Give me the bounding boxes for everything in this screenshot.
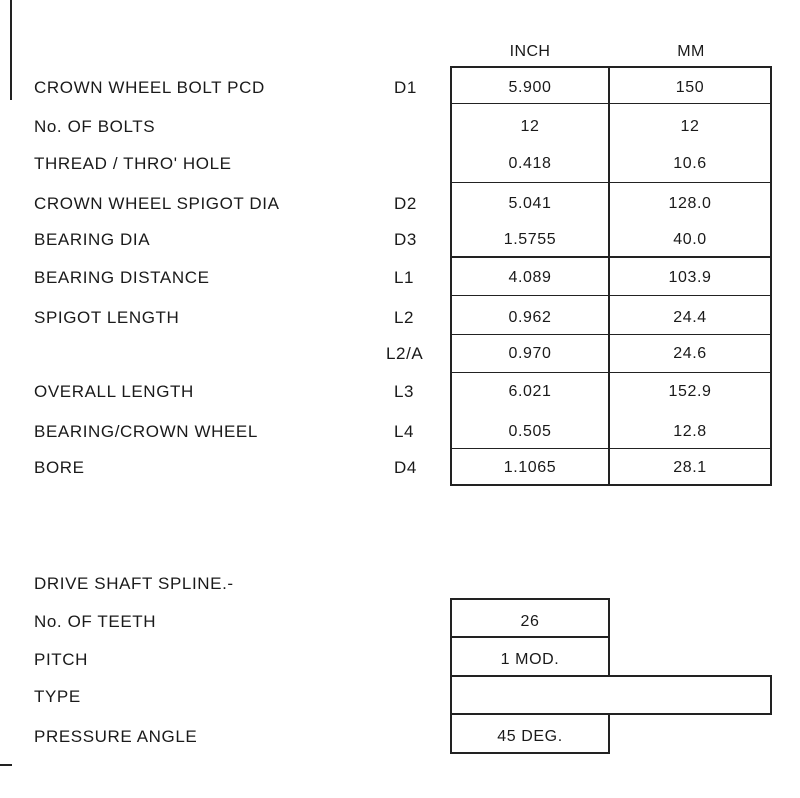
spline-label: TYPE	[34, 687, 81, 706]
main-table-rule-1	[450, 103, 772, 104]
spline-label: PITCH	[34, 650, 88, 669]
row-mm-value: 12	[680, 118, 700, 135]
spline-type-border-right	[770, 676, 772, 714]
row-code: L4	[394, 422, 415, 441]
row-label: No. OF BOLTS	[34, 117, 156, 136]
row-label: BEARING DIA	[34, 230, 151, 249]
spline-value: 1 MOD.	[500, 651, 560, 668]
row-inch-value: 4.089	[508, 269, 552, 286]
main-table-rule-3	[450, 256, 772, 258]
row-mm-value: 150	[675, 79, 705, 96]
row-code: L3	[394, 382, 415, 401]
row-inch-value: 0.970	[508, 345, 552, 362]
row-code: L1	[394, 268, 415, 287]
row-inch-value: 1.1065	[503, 459, 557, 476]
spline-label: No. OF TEETH	[34, 612, 157, 631]
row-mm-value: 28.1	[673, 459, 707, 476]
row-inch-value: 5.900	[508, 79, 552, 96]
main-table-border-right	[770, 66, 772, 486]
row-label: CROWN WHEEL BOLT PCD	[34, 78, 265, 97]
spline-table-border-bottom	[450, 752, 610, 754]
header-mm: MM	[677, 43, 705, 60]
row-mm-value: 128.0	[668, 195, 712, 212]
spline-value: 45 DEG.	[497, 728, 563, 745]
row-label: THREAD / THRO' HOLE	[34, 154, 232, 173]
row-mm-value: 40.0	[673, 231, 707, 248]
row-label: BORE	[34, 458, 85, 477]
row-mm-value: 152.9	[668, 383, 712, 400]
row-code: L2	[394, 308, 415, 327]
row-label: CROWN WHEEL SPIGOT DIA	[34, 194, 280, 213]
row-label: SPIGOT LENGTH	[34, 308, 180, 327]
row-code: D3	[394, 230, 417, 249]
spline-table-rule-1	[450, 636, 610, 638]
row-code: D2	[394, 194, 417, 213]
main-table-rule-6	[450, 372, 772, 373]
row-inch-value: 0.962	[508, 309, 552, 326]
row-mm-value: 24.6	[673, 345, 707, 362]
row-inch-value: 6.021	[508, 383, 552, 400]
bottom-left-edge-mark	[0, 764, 12, 766]
main-table-rule-5	[450, 334, 772, 335]
spline-table-rule-3	[450, 713, 772, 715]
spline-table-rule-2	[450, 675, 772, 677]
spline-table-border-top	[450, 598, 610, 600]
row-inch-value: 12	[520, 118, 540, 135]
spline-label: PRESSURE ANGLE	[34, 727, 198, 746]
header-inch: INCH	[509, 43, 551, 60]
row-label: BEARING/CROWN WHEEL	[34, 422, 258, 441]
row-label: BEARING DISTANCE	[34, 268, 210, 287]
main-table-rule-2	[450, 182, 772, 183]
row-inch-value: 0.418	[508, 155, 552, 172]
spline-section-title: DRIVE SHAFT SPLINE.-	[34, 574, 234, 593]
main-table-border-top	[450, 66, 772, 68]
row-mm-value: 12.8	[673, 423, 707, 440]
row-code: D4	[394, 458, 417, 477]
main-table-rule-7	[450, 448, 772, 449]
row-inch-value: 0.505	[508, 423, 552, 440]
main-table-border-bottom	[450, 484, 772, 486]
row-inch-value: 1.5755	[503, 231, 557, 248]
main-table-rule-4	[450, 295, 772, 296]
row-mm-value: 24.4	[673, 309, 707, 326]
row-code: D1	[394, 78, 417, 97]
row-label: OVERALL LENGTH	[34, 382, 194, 401]
spline-table-border-right-lower	[608, 714, 610, 754]
spline-value: 26	[520, 613, 540, 630]
row-inch-value: 5.041	[508, 195, 552, 212]
row-code: L2/A	[386, 344, 424, 363]
left-edge-mark	[10, 0, 12, 100]
row-mm-value: 10.6	[673, 155, 707, 172]
row-mm-value: 103.9	[668, 269, 712, 286]
